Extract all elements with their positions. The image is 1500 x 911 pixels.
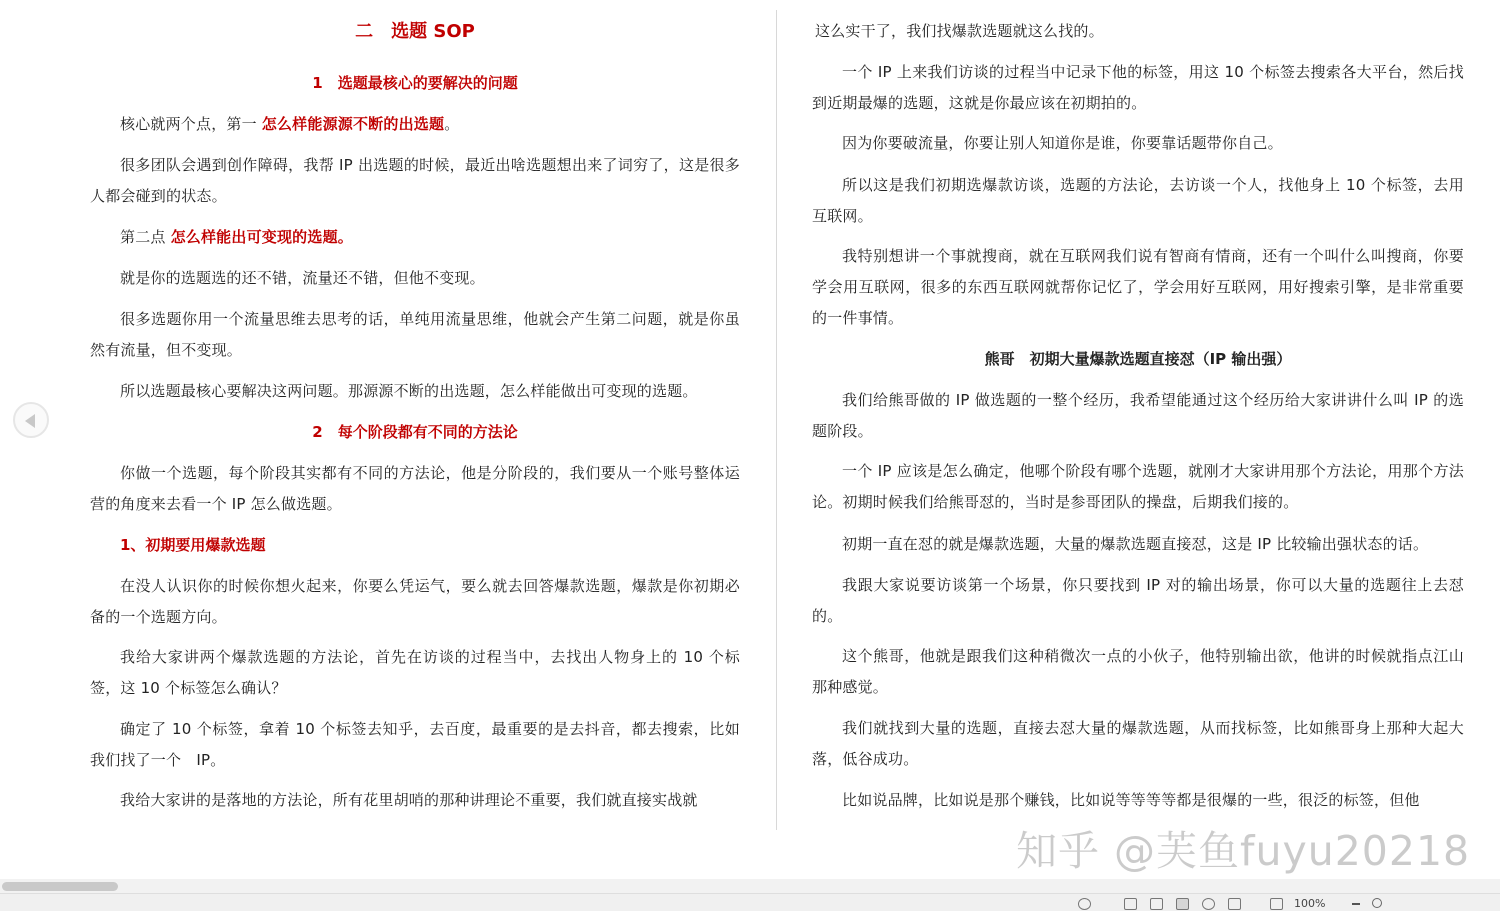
emphasis-text: 怎么样能出可变现的选题。 (170, 228, 353, 246)
emphasis-text: 怎么样能源源不断的出选题 (261, 115, 445, 133)
horizontal-scrollbar[interactable] (0, 879, 1500, 893)
paragraph: 这么实干了，我们找爆款选题就这么找的。 (815, 22, 1104, 40)
paragraph-text: 核心就两个点，第一 (120, 115, 262, 133)
paragraph: 很多选题你用一个流量思维去思考的话，单纯用流量思维，他就会产生第二问题，就是你虽然有流量，但不变现。 (90, 310, 740, 359)
fit-page-icon[interactable] (1270, 898, 1283, 910)
brightness-icon[interactable] (1078, 898, 1091, 910)
page-view-icon[interactable] (1124, 898, 1137, 910)
paragraph: 一个 IP 应该是怎么确定，他哪个阶段有哪个选题，就刚才大家讲用那个方法论，用那个方法论。初期时候我们给熊哥怼的，当时是参哥团队的操盘，后期我们接的。 (812, 462, 1464, 511)
status-bar (0, 893, 1500, 911)
horizontal-scrollbar-thumb[interactable] (2, 882, 118, 891)
heading-xiongge: 熊哥 初期大量爆款选题直接怼（IP 输出强） (984, 350, 1292, 368)
paragraph: 一个 IP 上来我们访谈的过程当中记录下他的标签，用这 10 个标签去搜索各大平台，然后找到近期最爆的选题，这就是你最应该在初期拍的。 (812, 63, 1464, 112)
page-divider (776, 10, 777, 830)
paragraph-text: 。 (444, 115, 460, 133)
paragraph: 比如说品牌，比如说是那个赚钱，比如说等等等等都是很爆的一些，很泛的标签，但他 (842, 791, 1420, 809)
prev-page-icon (25, 414, 35, 428)
paragraph: 因为你要破流量，你要让别人知道你是谁，你要靠话题带你自己。 (842, 134, 1283, 152)
paragraph: 在没人认识你的时候你想火起来，你要么凭运气，要么就去回答爆款选题，爆款是你初期必备的一个选题方向。 (90, 577, 740, 626)
sub-heading-early-stage: 1、初期要用爆款选题 (120, 536, 266, 554)
paragraph-text: 第二点 (120, 228, 171, 246)
paragraph (90, 222, 740, 253)
outline-view-icon[interactable] (1150, 898, 1163, 910)
section-title: 二 选题 SOP (355, 21, 475, 42)
watermark: 知乎 @芙鱼fuyu20218 (1016, 827, 1471, 875)
paragraph: 所以这是我们初期选爆款访谈，选题的方法论，去访谈一个人，找他身上 10 个标签，去用互联网。 (812, 176, 1464, 225)
document-page-right (812, 0, 1464, 828)
paragraph: 我们就找到大量的选题，直接去怼大量的爆款选题，从而找标签，比如熊哥身上那种大起大落，低谷成功。 (812, 719, 1464, 768)
heading-core-problem: 1 选题最核心的要解决的问题 (312, 74, 518, 92)
document-page-left (90, 0, 740, 828)
heading-stages: 2 每个阶段都有不同的方法论 (312, 423, 518, 441)
paragraph: 就是你的选题选的还不错，流量还不错，但他不变现。 (120, 269, 485, 287)
paragraph: 所以选题最核心要解决这两问题。那源源不断的出选题，怎么样能做出可变现的选题。 (120, 382, 698, 400)
paragraph: 我跟大家说要访谈第一个场景，你只要找到 IP 对的输出场景，你可以大量的选题往上去怼的。 (812, 576, 1464, 625)
zoom-out-icon[interactable] (1352, 903, 1360, 905)
prev-page-button[interactable] (13, 402, 49, 438)
edit-icon[interactable] (1228, 898, 1241, 910)
paragraph: 初期一直在怼的就是爆款选题，大量的爆款选题直接怼，这是 IP 比较输出强状态的话。 (842, 535, 1429, 553)
paragraph (90, 109, 740, 140)
paragraph: 确定了 10 个标签，拿着 10 个标签去知乎，去百度，最重要的是去抖音，都去搜索，比如我们找了一个 IP。 (90, 720, 740, 769)
paragraph: 我给大家讲的是落地的方法论，所有花里胡哨的那种讲理论不重要，我们就直接实战就 (120, 791, 698, 809)
paragraph: 你做一个选题，每个阶段其实都有不同的方法论，他是分阶段的，我们要从一个账号整体运营的角度来去看一个 IP 怎么做选题。 (90, 464, 740, 513)
zoom-level[interactable]: 100% (1294, 897, 1326, 910)
paragraph: 很多团队会遇到创作障碍，我帮 IP 出选题的时候，最近出啥选题想出来了词穷了，这是很多人都会碰到的状态。 (90, 156, 740, 205)
paragraph: 这个熊哥，他就是跟我们这种稍微次一点的小伙子，他特别输出欲，他讲的时候就指点江山那种感觉。 (812, 647, 1464, 696)
paragraph: 我特别想讲一个事就搜商，就在互联网我们说有智商有情商，还有一个叫什么叫搜商，你要学会用互联网，很多的东西互联网就帮你记忆了，学会用好互联网，用好搜索引擎，是非常重要的一件事情。 (812, 247, 1464, 327)
paragraph: 我给大家讲两个爆款选题的方法论，首先在访谈的过程当中，去找出人物身上的 10 个标签，这 10 个标签怎么确认？ (90, 648, 740, 697)
zoom-slider-icon[interactable] (1372, 898, 1382, 908)
paragraph: 我们给熊哥做的 IP 做选题的一整个经历，我希望能通过这个经历给大家讲讲什么叫 IP 的选题阶段。 (812, 391, 1464, 440)
two-page-view-icon[interactable] (1176, 898, 1189, 910)
web-view-icon[interactable] (1202, 898, 1215, 910)
